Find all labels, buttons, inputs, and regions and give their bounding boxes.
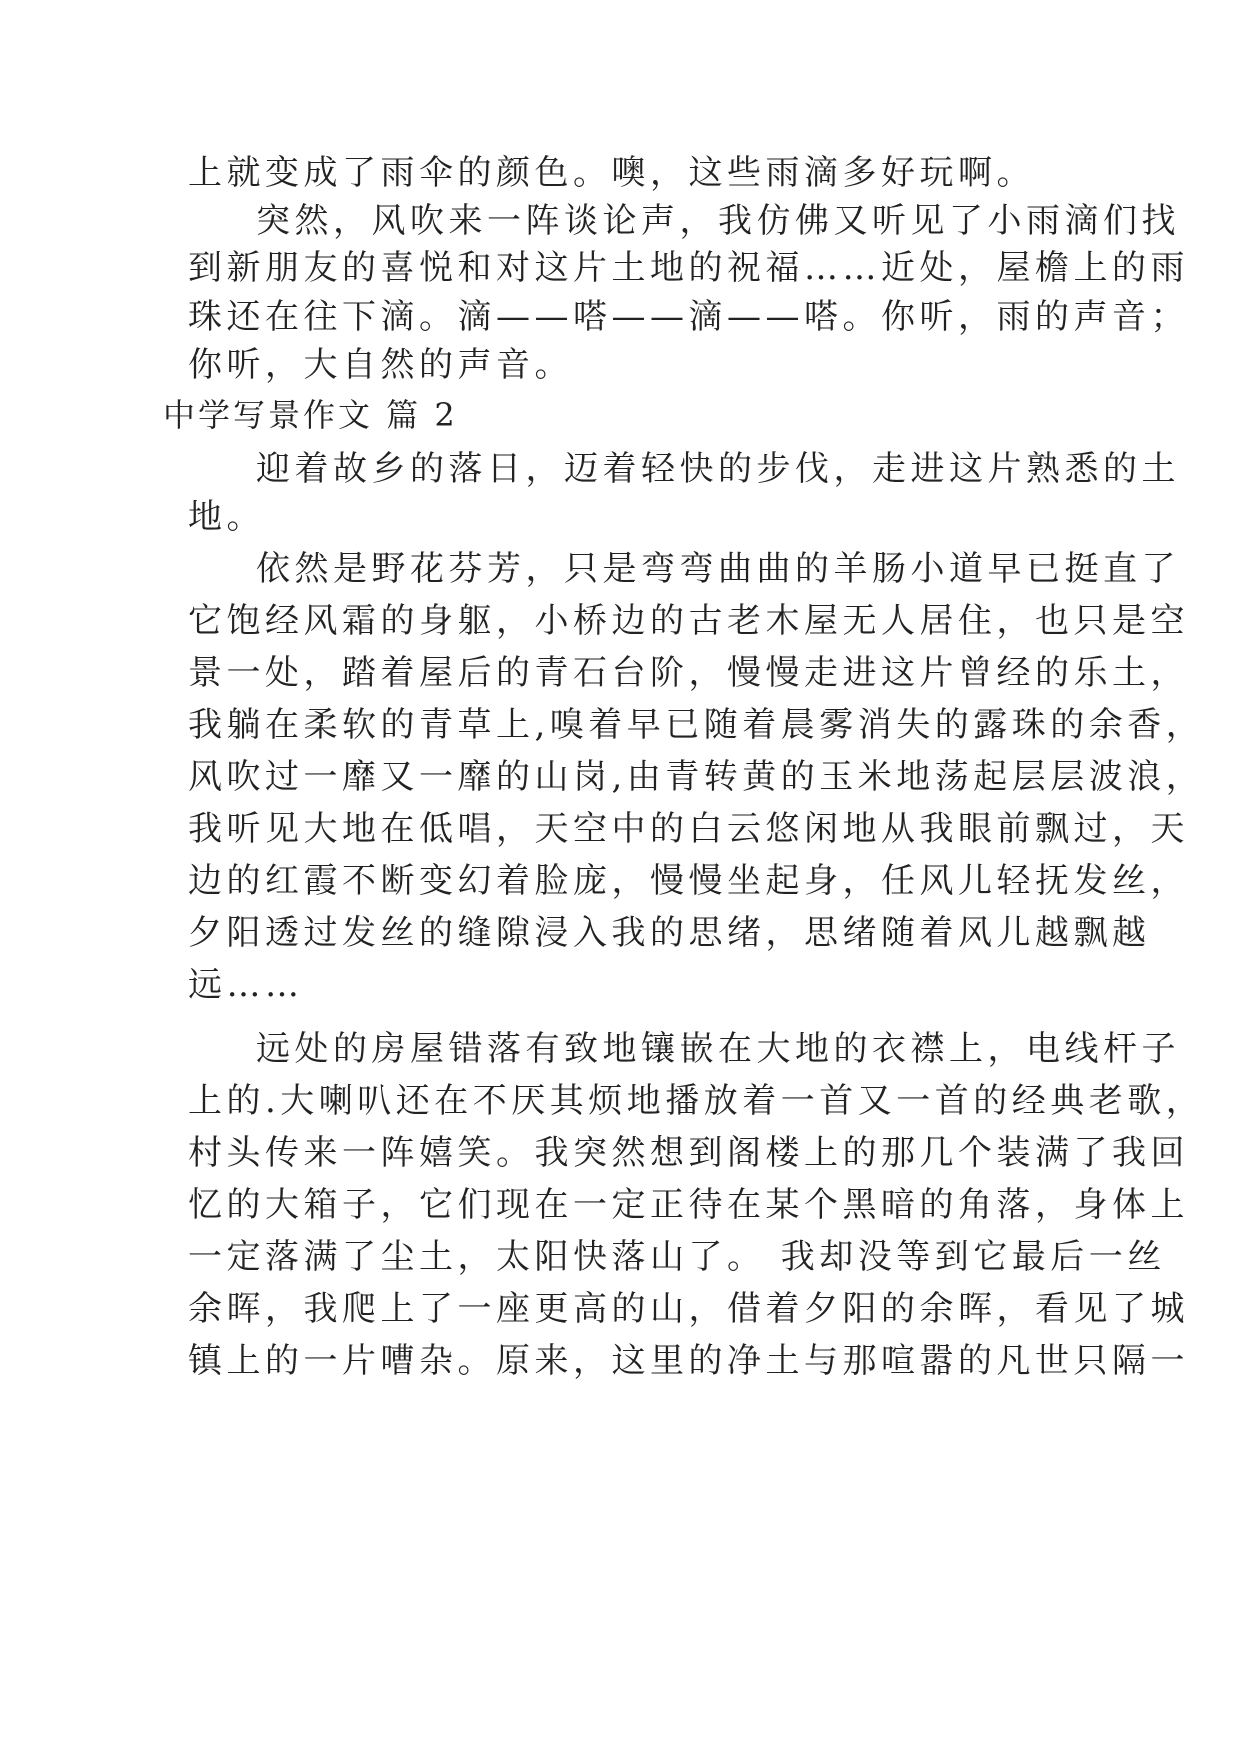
text-line: 夕阳透过发丝的缝隙浸入我的思绪，思绪随着风儿越飘越 (188, 913, 1151, 953)
text-line: 风吹过一靡又一靡的山岗,由青转黄的玉米地荡起层层波浪， (188, 757, 1205, 797)
text-line: 远处的房屋错落有致地镶嵌在大地的衣襟上，电线杆子 (256, 1029, 1180, 1069)
text-line: 上的.大喇叭还在不厌其烦地播放着一首又一首的经典老歌， (188, 1081, 1205, 1121)
text-line: 景一处，踏着屋后的青石台阶，慢慢走进这片曾经的乐土， (188, 653, 1189, 693)
section-heading: 中学写景作文 篇 2 (163, 396, 458, 434)
text-line: 我听见大地在低唱，天空中的白云悠闲地从我眼前飘过，天 (188, 809, 1189, 849)
text-line: 村头传来一阵嬉笑。我突然想到阁楼上的那几个装满了我回 (188, 1133, 1189, 1173)
text-line: 依然是野花芬芳，只是弯弯曲曲的羊肠小道早已挺直了 (256, 549, 1180, 589)
text-line: 远…… (188, 965, 304, 1005)
text-line: 镇上的一片嘈杂。原来，这里的净土与那喧嚣的凡世只隔一 (188, 1341, 1189, 1381)
text-line: 我躺在柔软的青草上,嗅着早已随着晨雾消失的露珠的余香， (188, 705, 1205, 745)
text-line: 余晖，我爬上了一座更高的山，借着夕阳的余晖，看见了城 (188, 1289, 1189, 1329)
text-line: 突然，风吹来一阵谈论声，我仿佛又听见了小雨滴们找 (256, 201, 1180, 241)
text-line: 你听，大自然的声音。 (188, 345, 573, 385)
text-line: 到新朋友的喜悦和对这片土地的祝福……近处，屋檐上的雨 (188, 248, 1189, 288)
text-line: 一定落满了尘土，太阳快落山了。 我却没等到它最后一丝 (188, 1237, 1166, 1277)
text-line: 边的红霞不断变幻着脸庞，慢慢坐起身，任风儿轻抚发丝， (188, 861, 1189, 901)
text-line: 忆的大箱子，它们现在一定正待在某个黑暗的角落，身体上 (188, 1185, 1189, 1225)
text-line: 它饱经风霜的身躯，小桥边的古老木屋无人居住，也只是空 (188, 601, 1189, 641)
text-line: 迎着故乡的落日，迈着轻快的步伐，走进这片熟悉的土 (256, 449, 1180, 489)
text-line: 地。 (188, 497, 265, 537)
text-line: 上就变成了雨伞的颜色。噢，这些雨滴多好玩啊。 (188, 153, 1035, 193)
text-line: 珠还在往下滴。滴——嗒——滴——嗒。你听，雨的声音； (188, 297, 1189, 337)
